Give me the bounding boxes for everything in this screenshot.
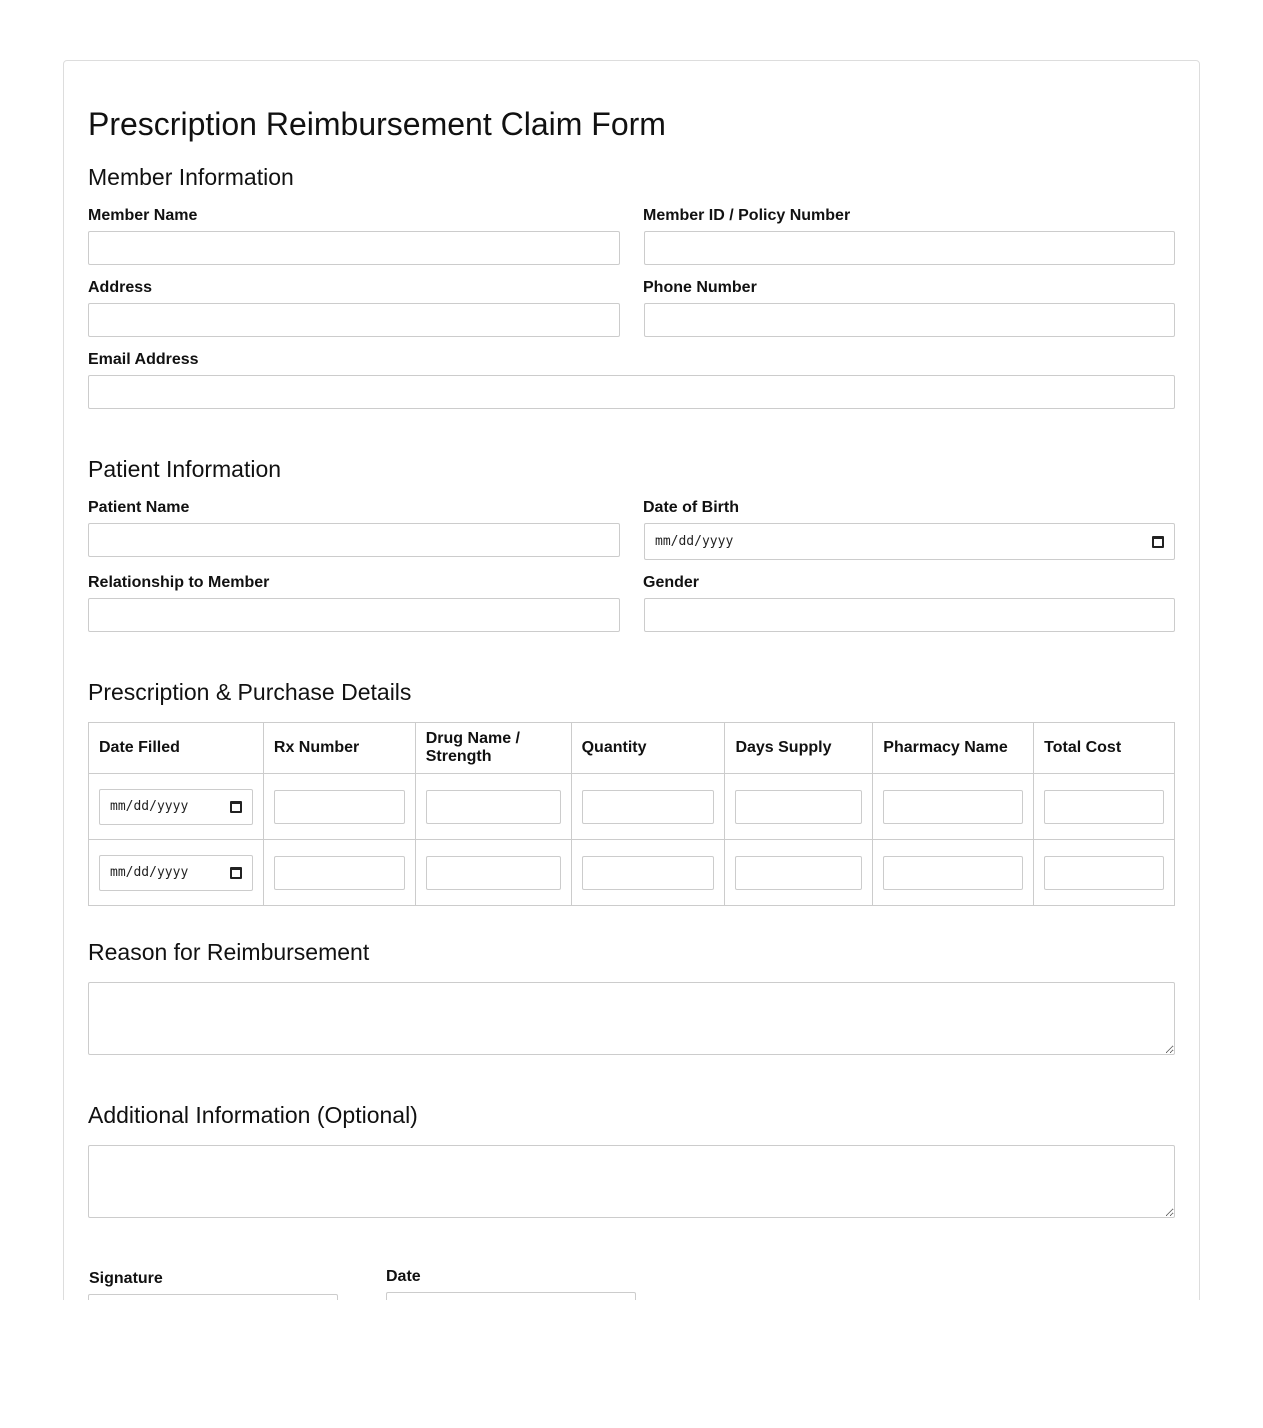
member-id-input[interactable] xyxy=(644,231,1175,265)
col-rx-number: Rx Number xyxy=(263,723,415,774)
signature-date-input[interactable] xyxy=(386,1292,636,1300)
total-cost-input[interactable] xyxy=(1044,790,1164,824)
quantity-input[interactable] xyxy=(582,790,715,824)
relationship-input[interactable] xyxy=(88,598,620,632)
col-date-filled: Date Filled xyxy=(89,723,264,774)
drug-name-input[interactable] xyxy=(426,790,561,824)
pharmacy-name-input[interactable] xyxy=(883,856,1023,890)
table-row xyxy=(89,774,1175,840)
col-days-supply: Days Supply xyxy=(725,723,873,774)
prescription-table xyxy=(88,722,1175,906)
rx-number-input[interactable] xyxy=(274,856,405,890)
reason-textarea[interactable] xyxy=(88,982,1175,1055)
date-placeholder: mm/dd/yyyy xyxy=(110,799,189,814)
patient-name-label: Patient Name xyxy=(88,499,190,516)
member-name-label: Member Name xyxy=(88,207,198,224)
gender-label: Gender xyxy=(643,574,700,591)
col-drug-name: Drug Name / Strength xyxy=(415,723,571,774)
patient-name-input[interactable] xyxy=(88,523,620,557)
additional-heading: Additional Information (Optional) xyxy=(88,1102,418,1128)
days-supply-input[interactable] xyxy=(735,790,862,824)
rx-number-input[interactable] xyxy=(274,790,405,824)
table-header-row xyxy=(89,723,1175,774)
additional-textarea[interactable] xyxy=(88,1145,1175,1218)
member-heading: Member Information xyxy=(88,164,294,190)
member-id-label: Member ID / Policy Number xyxy=(643,207,851,224)
total-cost-input[interactable] xyxy=(1044,856,1164,890)
signature-label: Signature xyxy=(89,1270,163,1287)
dob-placeholder: mm/dd/yyyy xyxy=(655,534,734,549)
table-row xyxy=(89,840,1175,906)
member-name-input[interactable] xyxy=(88,231,620,265)
email-label: Email Address xyxy=(88,351,199,368)
dob-label: Date of Birth xyxy=(643,499,739,516)
drug-name-input[interactable] xyxy=(426,856,561,890)
date-filled-input[interactable] xyxy=(99,855,253,891)
address-label: Address xyxy=(88,279,153,296)
phone-input[interactable] xyxy=(644,303,1175,337)
email-input[interactable] xyxy=(88,375,1175,409)
pharmacy-name-input[interactable] xyxy=(883,790,1023,824)
signature-date-label: Date xyxy=(386,1268,421,1285)
dob-input[interactable] xyxy=(644,523,1175,560)
reason-heading: Reason for Reimbursement xyxy=(88,939,370,965)
date-placeholder: mm/dd/yyyy xyxy=(110,865,189,880)
page-title: Prescription Reimbursement Claim Form xyxy=(88,106,666,142)
calendar-icon[interactable] xyxy=(230,867,242,879)
days-supply-input[interactable] xyxy=(735,856,862,890)
prescription-heading: Prescription & Purchase Details xyxy=(88,679,412,705)
signature-input[interactable] xyxy=(88,1294,338,1300)
col-pharmacy-name: Pharmacy Name xyxy=(873,723,1034,774)
calendar-icon[interactable] xyxy=(1152,536,1164,548)
col-total-cost: Total Cost xyxy=(1034,723,1175,774)
relationship-label: Relationship to Member xyxy=(88,574,270,591)
date-filled-input[interactable] xyxy=(99,789,253,825)
quantity-input[interactable] xyxy=(582,856,715,890)
patient-heading: Patient Information xyxy=(88,456,282,482)
phone-label: Phone Number xyxy=(643,279,757,296)
address-input[interactable] xyxy=(88,303,620,337)
col-quantity: Quantity xyxy=(571,723,725,774)
calendar-icon[interactable] xyxy=(230,801,242,813)
gender-input[interactable] xyxy=(644,598,1175,632)
